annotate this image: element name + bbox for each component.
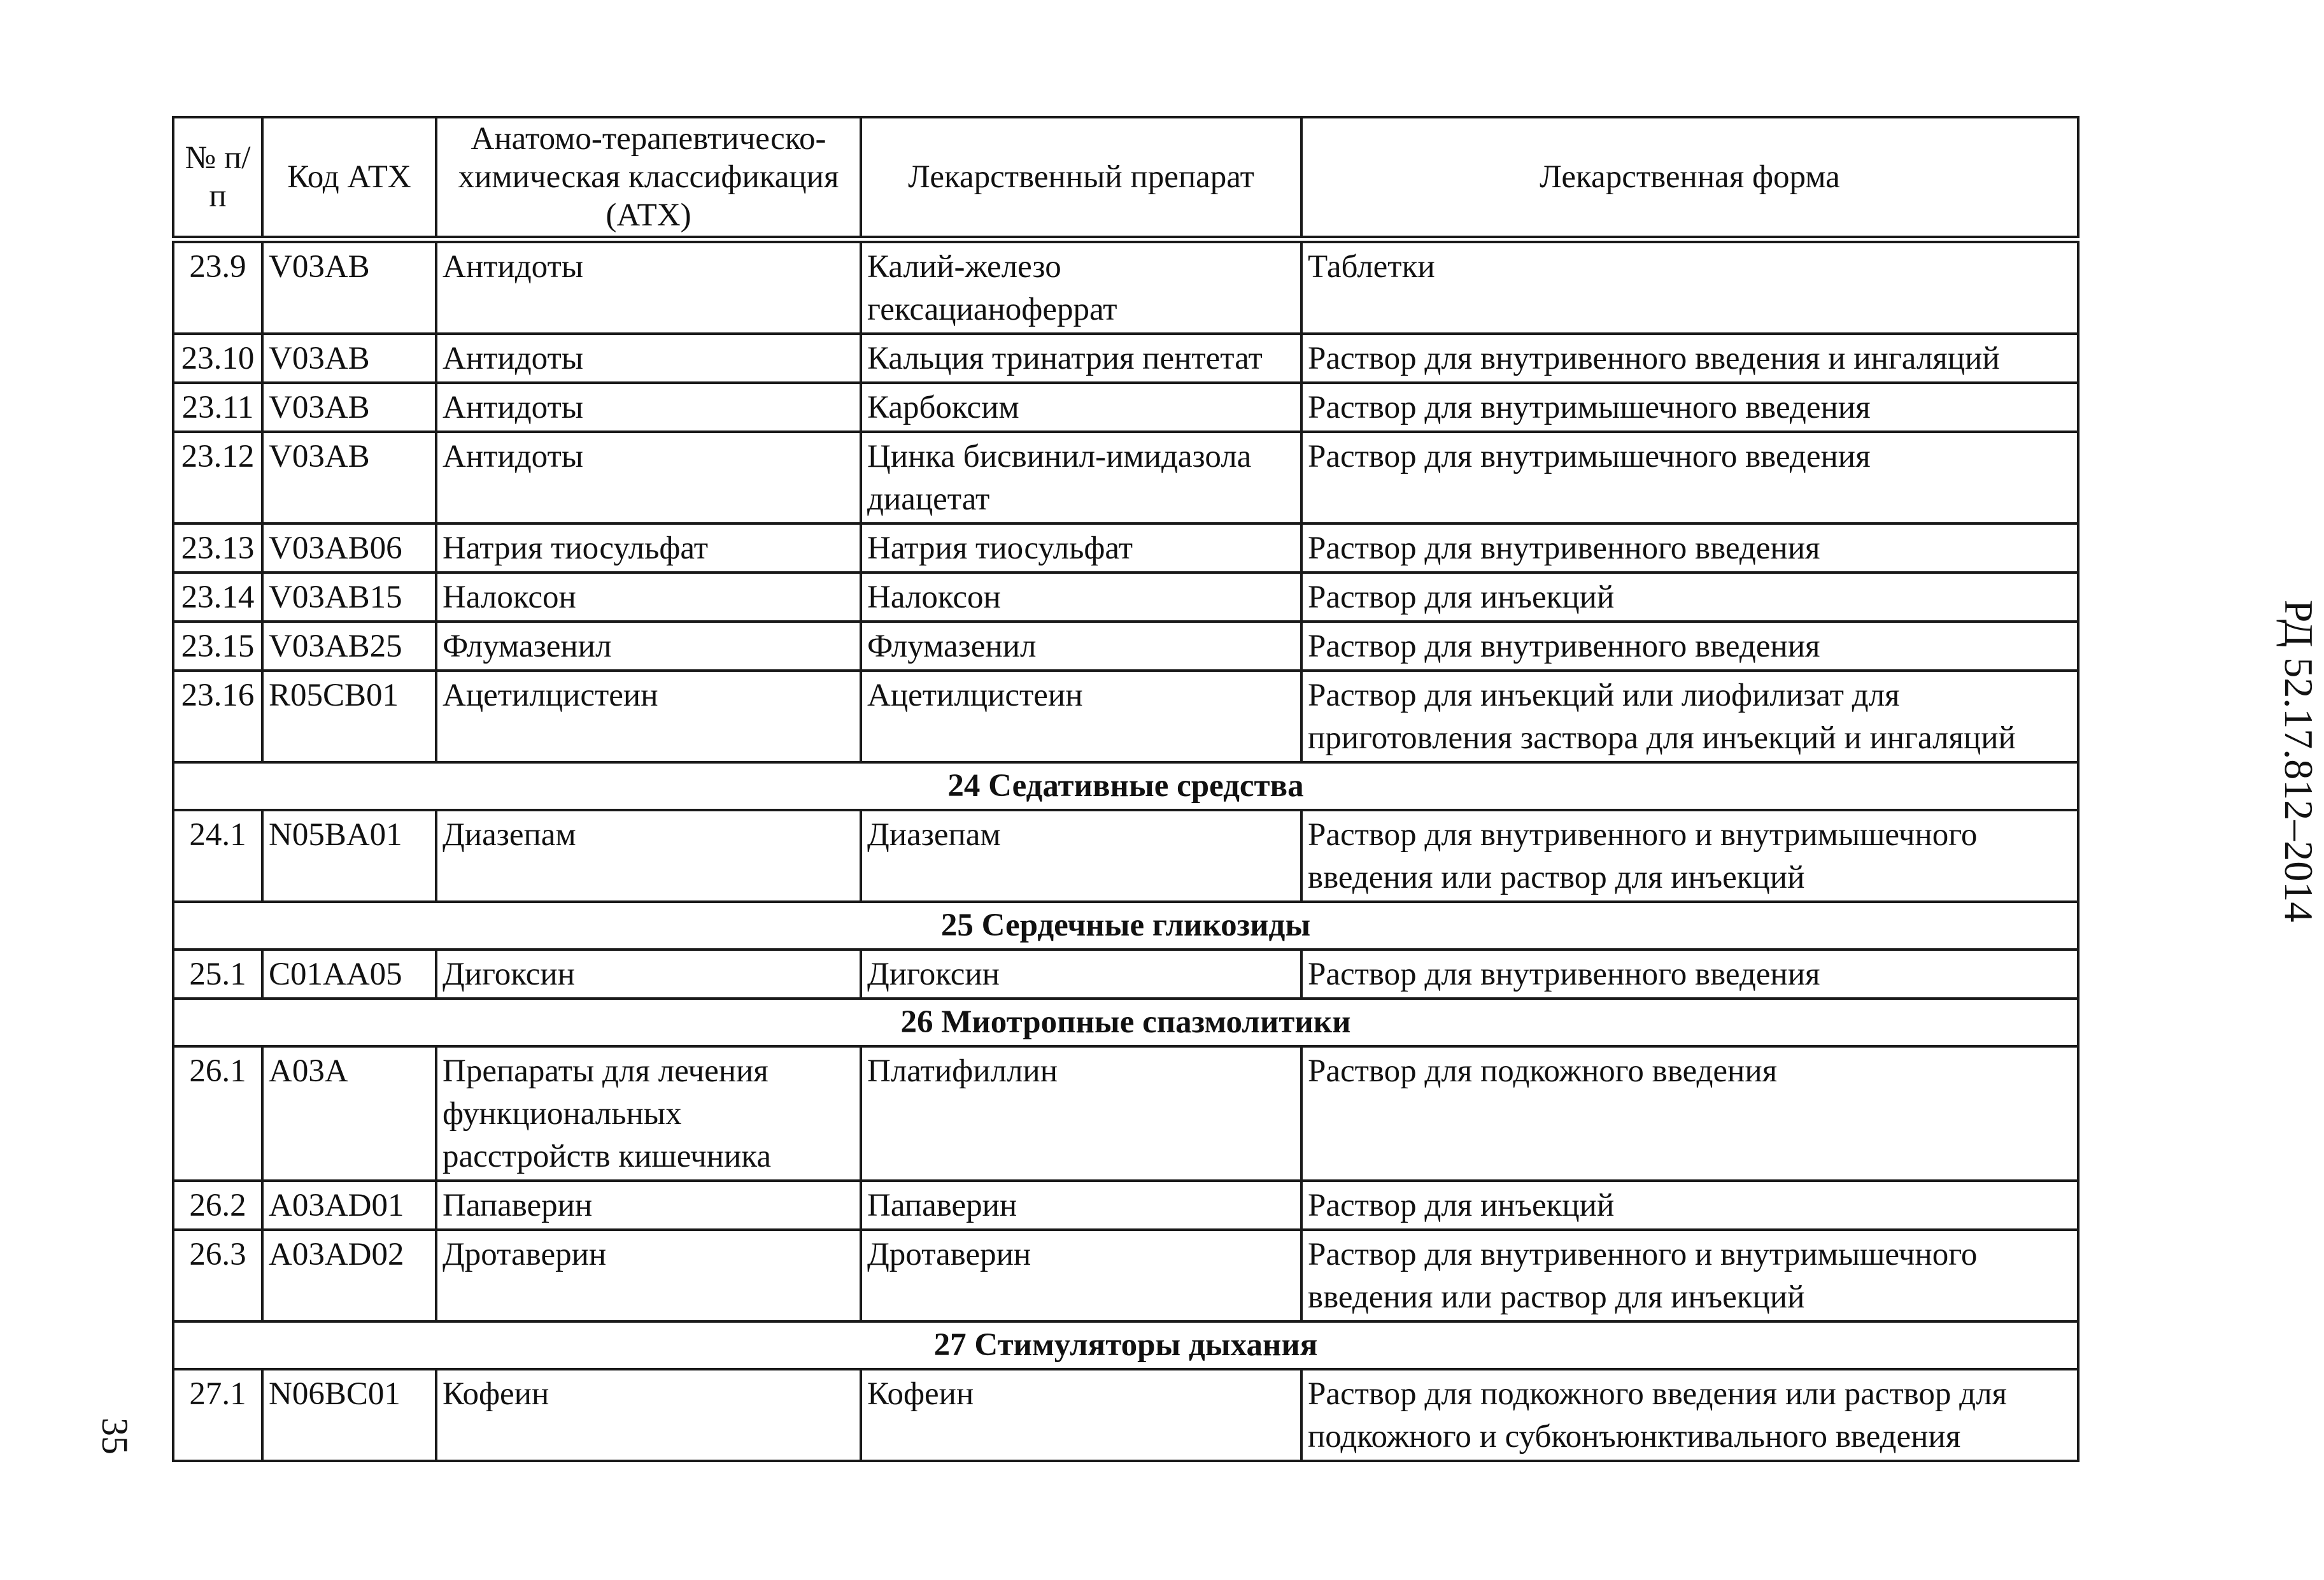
- cell-atc-code: V03AB: [262, 334, 436, 383]
- cell-form: Раствор для внутривенного введения: [1301, 950, 2078, 999]
- cell-form: Раствор для инъекций: [1301, 1181, 2078, 1230]
- section-row: [173, 762, 2078, 810]
- section-title: 26 Миотропные спазмолитики: [173, 999, 2078, 1046]
- section-title: 25 Сердечные гликозиды: [173, 902, 2078, 950]
- cell-atc-class: Флумазенил: [436, 622, 861, 671]
- table-row: [173, 1046, 2078, 1181]
- table-header-row: [173, 117, 2078, 239]
- cell-drug: Дротаверин: [861, 1230, 1301, 1321]
- table-row: [173, 671, 2078, 762]
- table-row: [173, 573, 2078, 622]
- table-row: [173, 950, 2078, 999]
- cell-form: Раствор для внутримышечного введения: [1301, 432, 2078, 523]
- cell-drug: Платифиллин: [861, 1046, 1301, 1181]
- cell-atc-code: N05BA01: [262, 810, 436, 902]
- cell-atc-code: V03AB06: [262, 523, 436, 573]
- cell-atc-class: Ацетилцистеин: [436, 671, 861, 762]
- cell-drug: Кальция тринатрия пентетат: [861, 334, 1301, 383]
- cell-atc-code: A03A: [262, 1046, 436, 1181]
- cell-form: Раствор для внутривенного и внутримышечного введения или раствор для инъекций: [1301, 1230, 2078, 1321]
- cell-atc-class: Натрия тиосульфат: [436, 523, 861, 573]
- header-atc-class: Анатомо-терапевтическо-химическая классификация (АТХ): [436, 117, 861, 239]
- cell-form: Раствор для внутривенного и внутримышечного введения или раствор для инъекций: [1301, 810, 2078, 902]
- table-row: [173, 432, 2078, 523]
- cell-atc-class: Дигоксин: [436, 950, 861, 999]
- cell-atc-code: V03AB25: [262, 622, 436, 671]
- cell-num: 23.16: [173, 671, 262, 762]
- cell-atc-class: Кофеин: [436, 1369, 861, 1461]
- cell-num: 23.15: [173, 622, 262, 671]
- table-row: [173, 239, 2078, 334]
- cell-num: 23.14: [173, 573, 262, 622]
- cell-atc-code: A03AD01: [262, 1181, 436, 1230]
- table-row: [173, 1181, 2078, 1230]
- cell-num: 23.11: [173, 383, 262, 432]
- cell-atc-class: Диазепам: [436, 810, 861, 902]
- table-row: [173, 1230, 2078, 1321]
- cell-form: Раствор для внутривенного введения: [1301, 523, 2078, 573]
- cell-num: 27.1: [173, 1369, 262, 1461]
- document-code: РД 52.17.812–2014: [2276, 599, 2321, 923]
- cell-num: 23.9: [173, 239, 262, 334]
- cell-drug: Натрия тиосульфат: [861, 523, 1301, 573]
- cell-atc-class: Папаверин: [436, 1181, 861, 1230]
- cell-num: 26.1: [173, 1046, 262, 1181]
- section-row: [173, 1321, 2078, 1369]
- table-row: [173, 523, 2078, 573]
- cell-atc-code: V03AB: [262, 432, 436, 523]
- cell-atc-code: R05CB01: [262, 671, 436, 762]
- cell-atc-class: Антидоты: [436, 383, 861, 432]
- cell-num: 25.1: [173, 950, 262, 999]
- cell-atc-class: Препараты для лечения функциональных расстройств кишечника: [436, 1046, 861, 1181]
- cell-num: 23.12: [173, 432, 262, 523]
- cell-atc-class: Антидоты: [436, 239, 861, 334]
- cell-num: 23.10: [173, 334, 262, 383]
- table-row: [173, 383, 2078, 432]
- cell-drug: Карбоксим: [861, 383, 1301, 432]
- cell-form: Раствор для инъекций: [1301, 573, 2078, 622]
- section-row: [173, 902, 2078, 950]
- cell-drug: Диазепам: [861, 810, 1301, 902]
- section-row: [173, 999, 2078, 1046]
- cell-form: Раствор для внутримышечного введения: [1301, 383, 2078, 432]
- cell-atc-code: V03AB: [262, 383, 436, 432]
- header-form: Лекарственная форма: [1301, 117, 2078, 239]
- cell-form: Раствор для подкожного введения: [1301, 1046, 2078, 1181]
- cell-atc-code: V03AB15: [262, 573, 436, 622]
- table-row: [173, 810, 2078, 902]
- cell-num: 24.1: [173, 810, 262, 902]
- cell-atc-class: Дротаверин: [436, 1230, 861, 1321]
- table-row: [173, 622, 2078, 671]
- drug-table: [172, 116, 2080, 1462]
- cell-num: 26.3: [173, 1230, 262, 1321]
- cell-form: Раствор для внутривенного введения и ингаляций: [1301, 334, 2078, 383]
- cell-atc-code: C01AA05: [262, 950, 436, 999]
- cell-drug: Кофеин: [861, 1369, 1301, 1461]
- header-atc-code: Код АТХ: [262, 117, 436, 239]
- cell-form: Раствор для подкожного введения или раствор для подкожного и субконъюнктивального введения: [1301, 1369, 2078, 1461]
- page-number: 35: [94, 1418, 136, 1455]
- cell-drug: Налоксон: [861, 573, 1301, 622]
- cell-num: 26.2: [173, 1181, 262, 1230]
- table-row: [173, 334, 2078, 383]
- cell-form: Раствор для внутривенного введения: [1301, 622, 2078, 671]
- cell-drug: Цинка бисвинил-имидазола диацетат: [861, 432, 1301, 523]
- table-row: [173, 1369, 2078, 1461]
- section-title: 27 Стимуляторы дыхания: [173, 1321, 2078, 1369]
- section-title: 24 Седативные средства: [173, 762, 2078, 810]
- cell-drug: Дигоксин: [861, 950, 1301, 999]
- table-body: [173, 239, 2078, 1461]
- cell-atc-class: Налоксон: [436, 573, 861, 622]
- header-num: № п/п: [173, 117, 262, 239]
- cell-atc-code: N06BC01: [262, 1369, 436, 1461]
- cell-drug: Калий-железо гексацианоферрат: [861, 239, 1301, 334]
- cell-atc-class: Антидоты: [436, 432, 861, 523]
- cell-atc-code: V03AB: [262, 239, 436, 334]
- cell-drug: Папаверин: [861, 1181, 1301, 1230]
- cell-atc-code: A03AD02: [262, 1230, 436, 1321]
- cell-drug: Флумазенил: [861, 622, 1301, 671]
- cell-atc-class: Антидоты: [436, 334, 861, 383]
- cell-form: Таблетки: [1301, 239, 2078, 334]
- cell-num: 23.13: [173, 523, 262, 573]
- cell-form: Раствор для инъекций или лиофилизат для приготовления заствора для инъекций и ингаляций: [1301, 671, 2078, 762]
- header-drug: Лекарственный препарат: [861, 117, 1301, 239]
- cell-drug: Ацетилцистеин: [861, 671, 1301, 762]
